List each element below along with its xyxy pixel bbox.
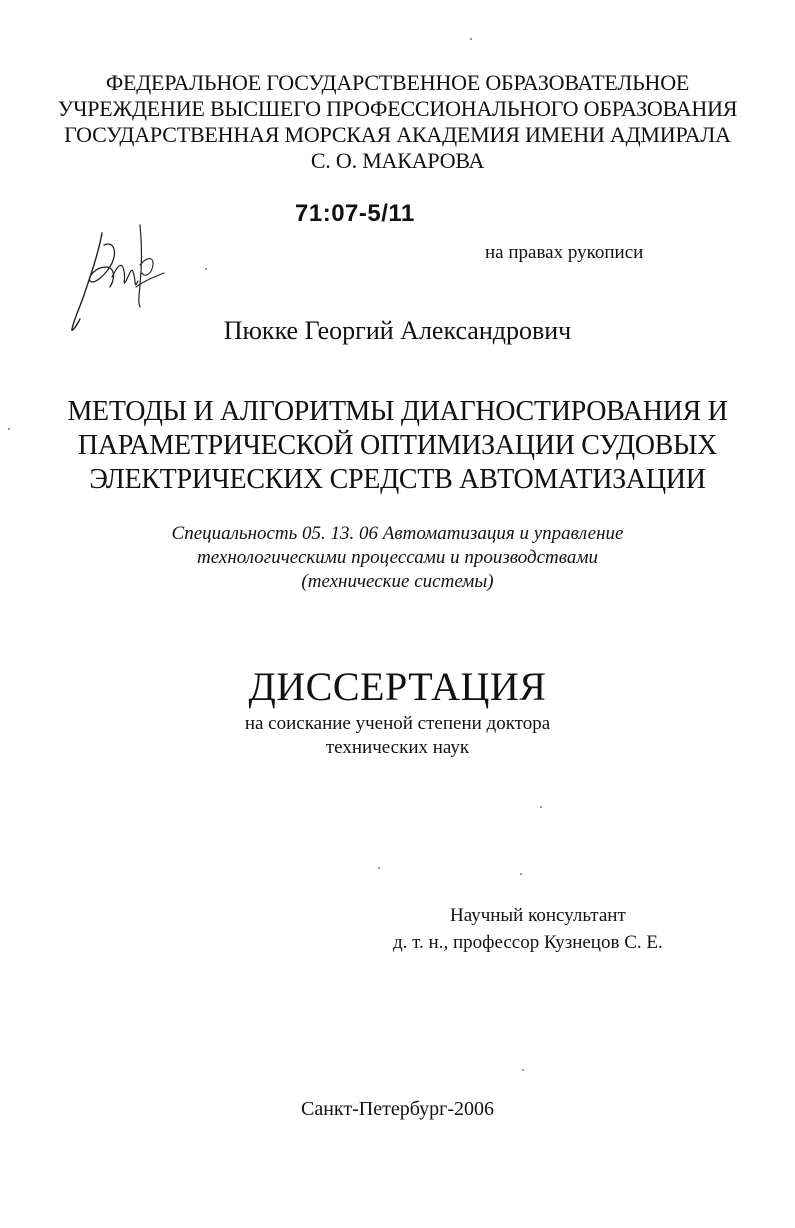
scan-speck [205,268,207,270]
institution-line: УЧРЕЖДЕНИЕ ВЫСШЕГО ПРОФЕССИОНАЛЬНОГО ОБРАЗОВАНИЯ [57,96,738,121]
catalog-code: 71:07-5/11 [295,200,415,227]
degree-sought [100,712,695,760]
scan-speck [520,873,522,875]
specialty-line: Специальность 05. 13. 06 Автоматизация и управление [171,523,624,544]
dissertation-title [30,395,765,497]
specialty-line: (технические системы) [301,571,494,592]
scan-speck [378,867,380,869]
specialty [60,522,735,594]
institution-line: С. О. МАКАРОВА [310,148,485,173]
institution-line: ГОСУДАРСТВЕННАЯ МОРСКАЯ АКАДЕМИЯ ИМЕНИ АДМИРАЛА [64,122,731,147]
title-line: МЕТОДЫ И АЛГОРИТМЫ ДИАГНОСТИРОВАНИЯ И [67,396,728,427]
consultant-name: д. т. н., профессор Кузнецов С. Е. [393,932,663,953]
title-line: ПАРАМЕТРИЧЕСКОЙ ОПТИМИЗАЦИИ СУДОВЫХ [77,430,718,461]
scan-speck [8,428,10,430]
specialty-line: технологическими процессами и производствами [197,547,598,568]
degree-line: технических наук [325,737,470,758]
scan-speck [470,38,472,40]
author-name: Пюкке Георгий Александрович [223,316,572,345]
institution-header [40,70,755,174]
consultant-role: Научный консультант [450,905,626,926]
degree-line: на соискание ученой степени доктора [244,713,551,734]
rights-note: на правах рукописи [485,242,644,263]
city-year: Санкт-Петербург-2006 [301,1098,494,1120]
title-line: ЭЛЕКТРИЧЕСКИХ СРЕДСТВ АВТОМАТИЗАЦИИ [89,464,706,495]
scan-speck [540,806,542,808]
institution-line: ФЕДЕРАЛЬНОЕ ГОСУДАРСТВЕННОЕ ОБРАЗОВАТЕЛЬНОЕ [105,70,690,95]
scan-speck [522,1069,524,1071]
document-type: ДИССЕРТАЦИЯ [248,664,547,709]
